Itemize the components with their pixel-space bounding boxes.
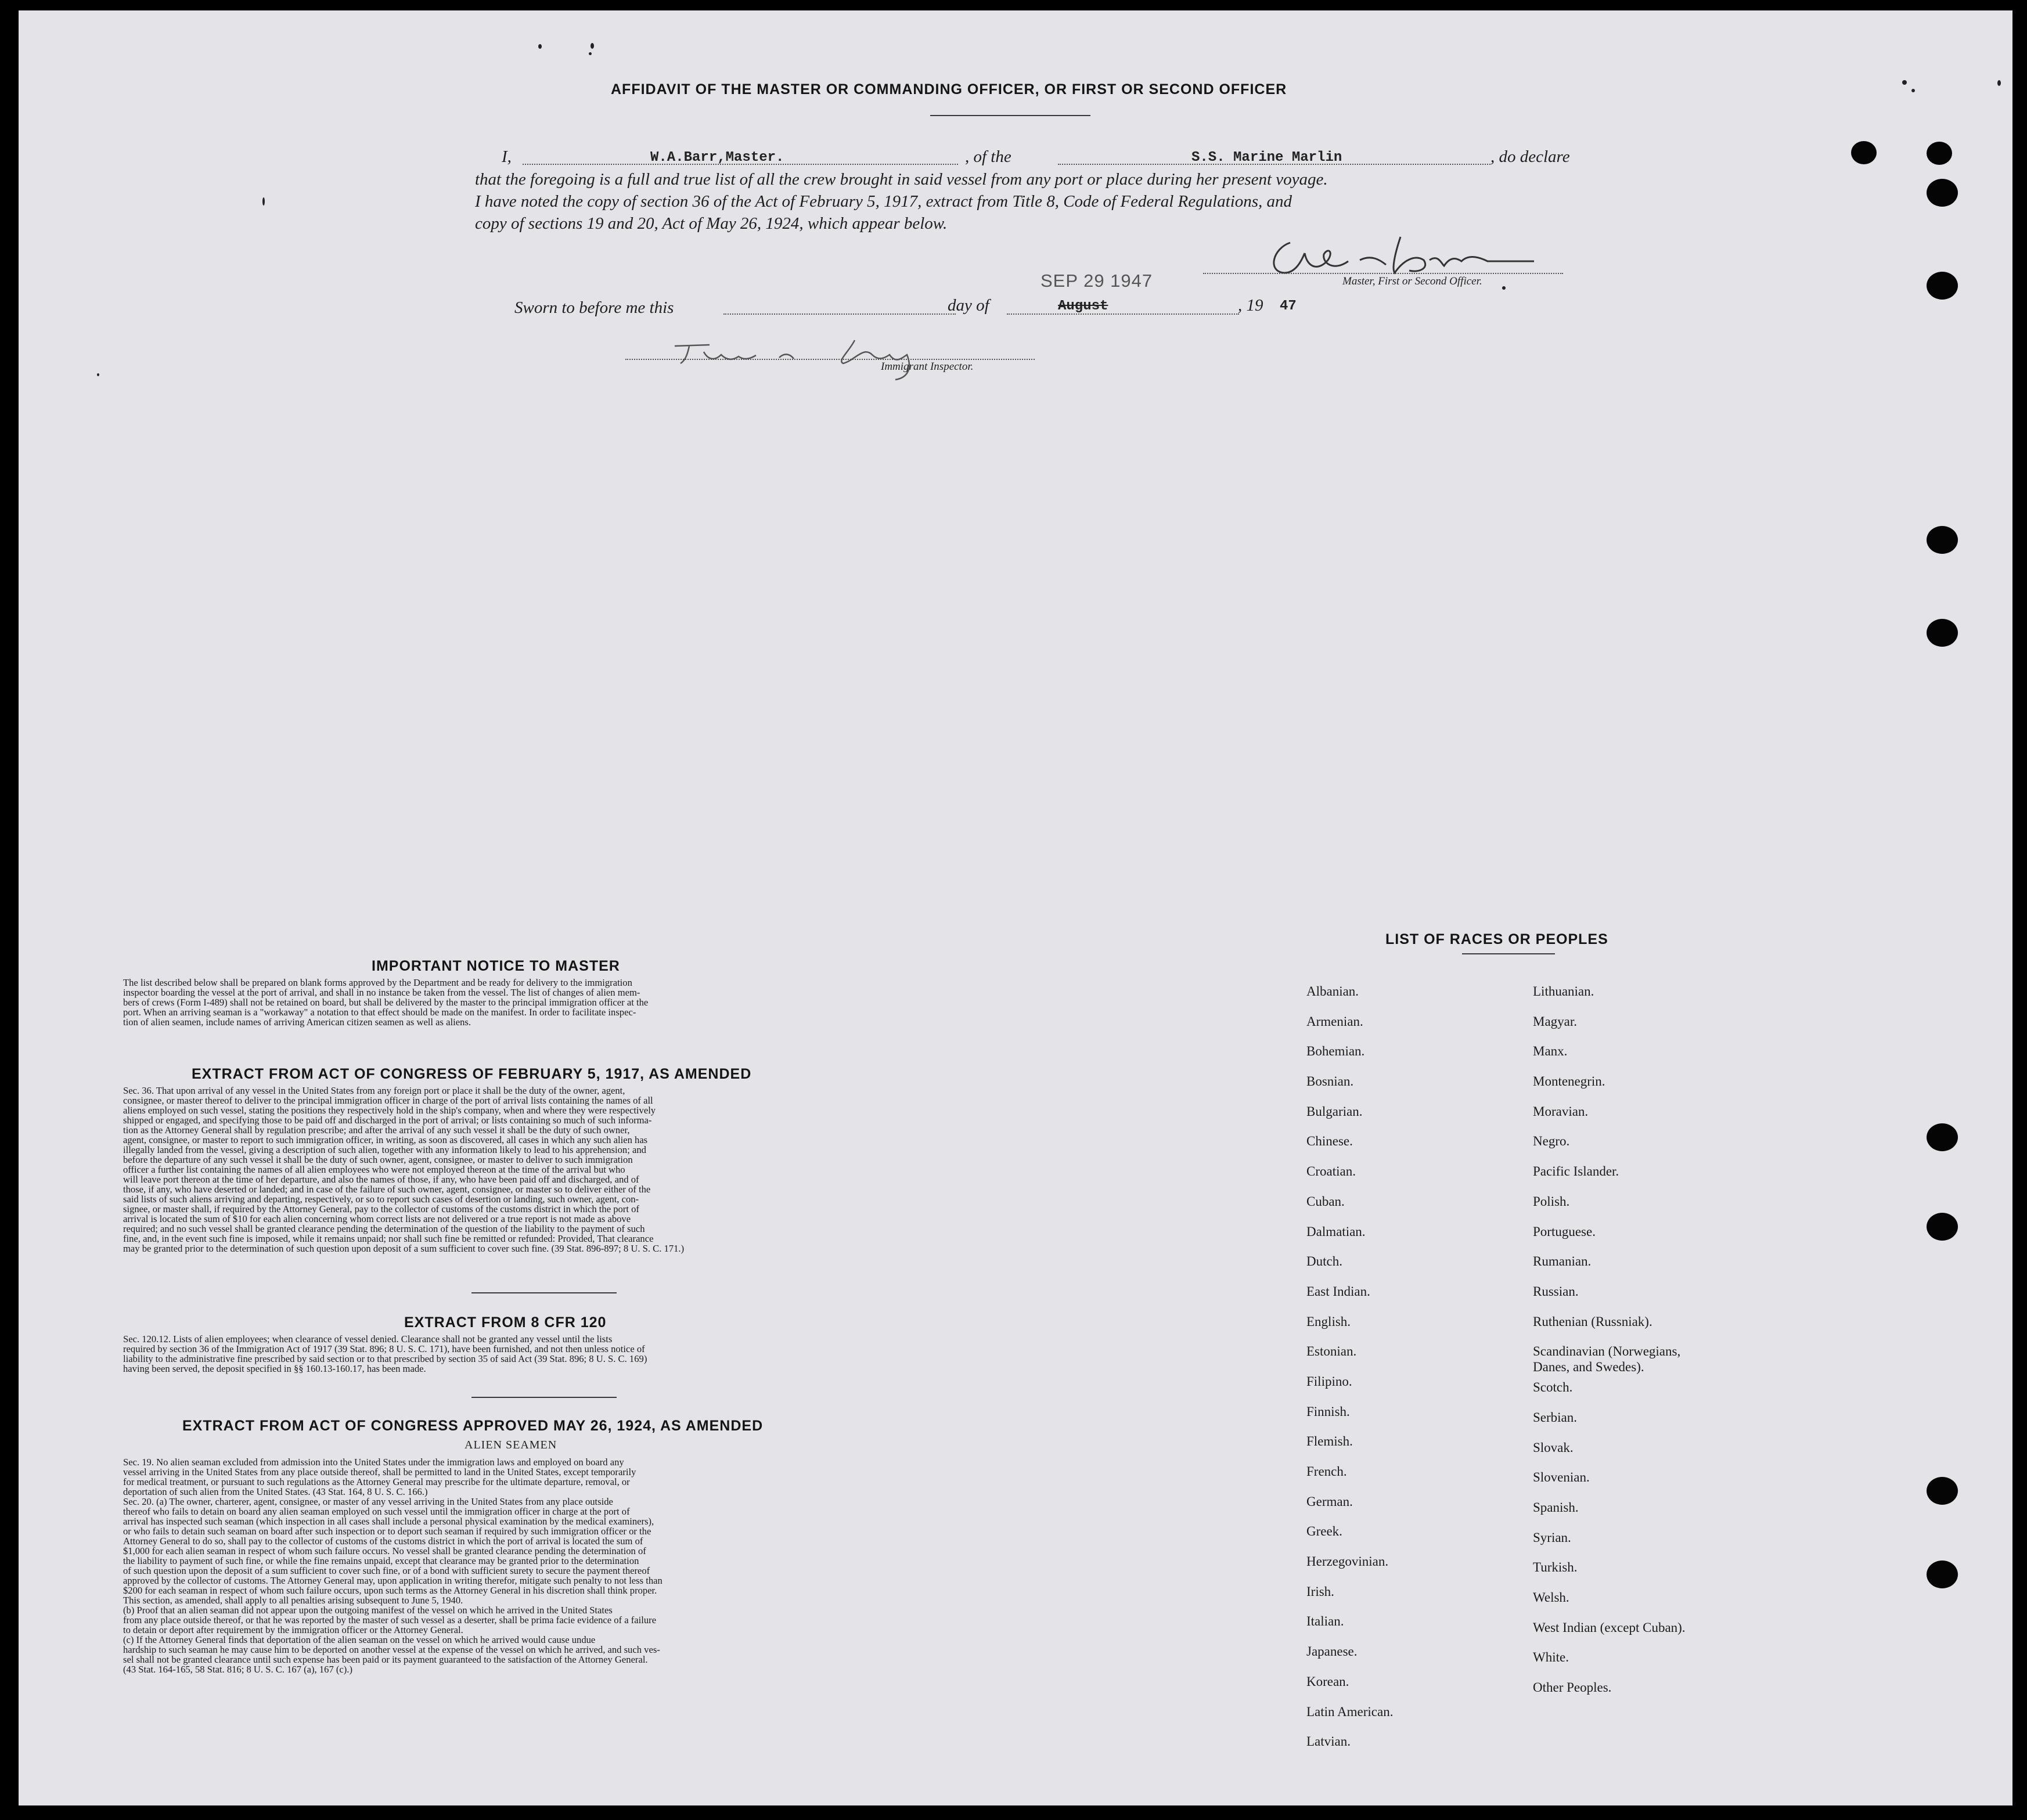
race-item: Negro.	[1533, 1134, 1570, 1149]
binder-hole	[1927, 272, 1958, 300]
race-item: Syrian.	[1533, 1530, 1571, 1545]
year-prefix: , 19	[1238, 296, 1263, 315]
race-item: Other Peoples.	[1533, 1680, 1612, 1695]
extract-1917-text: Sec. 36. That upon arrival of any vessel in the United States from any foreign port or place it shall be the duty of the owner, agent, consignee, or master thereof to deliver to the principal immigration officer in charge of the port of arrival lists containing the names of all aliens employed on such vessel, stating the positions they respectively hold in the ship's company, when and where they were respectively shipped or engaged, and specifying those to be paid off and discharged in the port of arrival; or lists containing so much of such informa- tion as the Attorney General shall by regulation prescribe; and after the arrival of any such vessel it shall be the duty of such owner, agent, consignee, or master to report to such immigration officer, in writing, as soon as discovered, all cases in which any such alien has illegally landed from the vessel, giving a description of such alien, together with any information likely to lead to his apprehension; and before the departure of any such vessel it shall be the duty of such owner, agent, consignee, or master to deliver to such immigration officer a further list containing the names of all alien employees who were not employed thereon at the time of the arrival but who will leave port thereon at the time of her departure, and also the names of those, if any, who have been paid off and discharged, and of those, if any, who have deserted or landed; and in case of the failure of such owner, agent, consignee, or master so to deliver either of the said lists of such aliens arriving and departing, respectively, or so to report such cases of desertion or landing, such owner, agent, con- signee, or master shall, if required by the Attorney General, pay to the collector of customs of the customs district in which the port of arrival is located the sum of $10 for each alien concerning whom correct lists are not delivered or a true report is not made as above required; and no such vessel shall be granted clearance pending the determination of the question of the liability to the payment of such fine, and, in the event such fine is imposed, while it remains unpaid; nor shall such fine be remitted or refunded: Provided, That clearance may be granted prior to the determination of such question upon deposit of a sum sufficient to cover such fine. (39 Stat. 896-897; 8 U. S. C. 171.)	[123, 1085, 685, 1254]
year-value: 47	[1280, 298, 1297, 314]
race-item: Portuguese.	[1533, 1224, 1596, 1239]
race-item: Estonian.	[1306, 1344, 1357, 1359]
title-divider	[930, 115, 1090, 116]
affidavit-title: AFFIDAVIT OF THE MASTER OR COMMANDING OFFICER, OR FIRST OR SECOND OFFICER	[611, 81, 1287, 98]
declare-text: , do declare	[1490, 147, 1570, 166]
race-item: Japanese.	[1306, 1644, 1358, 1659]
section-divider	[471, 1292, 617, 1293]
extract-1917-title: EXTRACT FROM ACT OF CONGRESS OF FEBRUARY 5, 1917, AS AMENDED	[192, 1066, 752, 1082]
race-item: Rumanian.	[1533, 1254, 1592, 1269]
speck	[1502, 286, 1506, 290]
affidavit-line-2: I have noted the copy of section 36 of the Act of February 5, 1917, extract from Title 8, Code of Federal Regulations, and	[475, 192, 1292, 211]
race-item: Armenian.	[1306, 1014, 1363, 1029]
race-item: Polish.	[1533, 1194, 1570, 1209]
race-item: Latvian.	[1306, 1734, 1351, 1749]
extract-1924-title: EXTRACT FROM ACT OF CONGRESS APPROVED MAY 26, 1924, AS AMENDED	[182, 1418, 764, 1434]
speck	[591, 43, 594, 49]
race-item: Italian.	[1306, 1614, 1344, 1629]
race-item: Ruthenian (Russniak).	[1533, 1314, 1652, 1329]
day-of-text: day of	[948, 296, 989, 315]
race-item: English.	[1306, 1314, 1351, 1329]
race-item: French.	[1306, 1464, 1347, 1479]
extract-cfr-text: Sec. 120.12. Lists of alien employees; when clearance of vessel denied. Clearance shall not be granted any vessel until the lists required by section 36 of the Immigration Act of 1917 (39 Stat. 896; 8 U. S. C. 171), have been furnished, and not then unless notice of liability to the administrative fine prescribed by said section or to that prescribed by section 35 of said Act (39 Stat. 896; 8 U. S. C. 169) having been served, the deposit specified in §§ 160.13-160.17, has been made.	[123, 1334, 647, 1374]
races-right-column	[1533, 983, 1858, 1710]
races-left-column	[1306, 983, 1515, 1764]
race-item: Serbian.	[1533, 1410, 1578, 1425]
race-item: Montenegrin.	[1533, 1074, 1605, 1089]
master-name: W.A.Barr,Master.	[650, 150, 784, 165]
section-divider	[471, 1397, 617, 1398]
race-item: Welsh.	[1533, 1590, 1569, 1605]
races-title: LIST OF RACES OR PEOPLES	[1385, 931, 1608, 947]
race-item: Korean.	[1306, 1674, 1349, 1689]
speck	[1911, 89, 1915, 92]
race-item: Pacific Islander.	[1533, 1164, 1619, 1179]
race-item: Spanish.	[1533, 1500, 1579, 1515]
extract-cfr-title: EXTRACT FROM 8 CFR 120	[404, 1314, 607, 1331]
struck-month: August	[1058, 298, 1108, 314]
speck	[262, 197, 265, 206]
race-item: East Indian.	[1306, 1284, 1370, 1299]
signature-caption: Master, First or Second Officer.	[1342, 275, 1482, 287]
race-item: German.	[1306, 1494, 1353, 1509]
race-item: Moravian.	[1533, 1104, 1589, 1119]
binder-hole	[1927, 179, 1958, 207]
notice-text: The list described below shall be prepared on blank forms approved by the Department and be ready for delivery to the immigration inspector boarding the vessel at the port of arrival, and shall in no instance be taken from the vessel. The list of changes of alien mem- bers of crews (Form I-489) shall not be retained on board, but shall be delivered by the master to the principal immigration officer at the port. When an arriving seaman is a "workaway" a notation to that effect should be made on the manifest. In order to facilitate inspec- tion of alien seamen, include names of arriving American citizen seamen as well as aliens.	[123, 977, 649, 1028]
of-the-text: , of the	[965, 147, 1011, 166]
speck	[538, 44, 542, 49]
race-item: Albanian.	[1306, 984, 1359, 999]
race-item: Dutch.	[1306, 1254, 1342, 1269]
binder-hole	[1927, 1213, 1958, 1241]
race-item: Russian.	[1533, 1284, 1579, 1299]
binder-hole	[1851, 141, 1877, 164]
race-item: Latin American.	[1306, 1704, 1394, 1719]
race-item: Herzegovinian.	[1306, 1554, 1389, 1569]
sworn-text: Sworn to before me this	[514, 298, 674, 317]
vessel-name: S.S. Marine Marlin	[1191, 150, 1342, 165]
inspector-line	[625, 359, 1035, 360]
race-item: Dalmatian.	[1306, 1224, 1366, 1239]
sworn-date-line	[723, 313, 956, 315]
received-date-stamp: SEP 29 1947	[1040, 271, 1153, 291]
speck	[1902, 80, 1907, 85]
race-item: Flemish.	[1306, 1434, 1353, 1449]
affidavit-line-3: copy of sections 19 and 20, Act of May 26, 1924, which appear below.	[475, 214, 948, 233]
race-item: White.	[1533, 1650, 1569, 1665]
race-item: Bohemian.	[1306, 1044, 1365, 1059]
extract-1924-subtitle: ALIEN SEAMEN	[465, 1439, 557, 1451]
race-item: Magyar.	[1533, 1014, 1578, 1029]
race-item: Greek.	[1306, 1524, 1342, 1539]
race-item: Chinese.	[1306, 1134, 1353, 1149]
race-item: Finnish.	[1306, 1404, 1350, 1419]
speck	[589, 52, 592, 55]
affidavit-line-1: that the foregoing is a full and true list of all the crew brought in said vessel from any port or place during her present voyage.	[475, 170, 1328, 189]
notice-title: IMPORTANT NOTICE TO MASTER	[372, 958, 620, 974]
speck	[97, 373, 99, 376]
extract-1924-text: Sec. 19. No alien seaman excluded from admission into the United States under the immigration laws and employed on board any vessel arriving in the United States from any place outside thereof, shall be permitted to land in the United States, except temporarily for medical treatment, or pursuant to such regulations as the Attorney General may prescribe for the ultimate departure, removal, or deportation of such alien from the United States. (43 Stat. 164, 8 U. S. C. 166.) Sec. 20. (a) The owner, charterer, agent, consignee, or master of any vessel arriving in the United States from any place outside thereof who fails to detain on board any alien seaman employed on such vessel until the immigration officer in charge at the port of arrival has inspected such seaman (which inspection in all cases shall include a personal physical examination by the medical examiners), or who fails to detain such seaman on board after such inspection or to deport such seaman if required by such immigration officer or the Attorney General to do so, shall pay to the collector of customs of the customs district in which the port of arrival is located the sum of $1,000 for each alien seaman in respect of whom such failure occurs. No vessel shall be granted clearance pending the determination of the liability to payment of such fine, or while the fine remains unpaid, except that clearance may be granted prior to the determination of such question upon the deposit of a sum sufficient to cover such fine, or of a bond with sufficient surety to secure the payment thereof approved by the collector of customs. The Attorney General may, upon application in writing therefor, mitigate such penalty to not less than $200 for each seaman in respect of whom such failure occurs, upon such terms as the Attorney General in his discretion shall think proper. This section, as amended, shall apply to all penalties arising subsequent to June 5, 1940. (b) Proof that an alien seaman did not appear upon the outgoing manifest of the vessel on which he arrived in the United States from any place outside thereof, or that he was reported by the master of such vessel as a deserter, shall be prima facie evidence of a failure to detain or deport after requirement by the immigration officer or the Attorney General. (c) If the Attorney General finds that deportation of the alien seaman on the vessel on which he arrived would cause undue hardship to such seaman he may cause him to be deported on another vessel at the expense of the vessel on which he arrived, and such ves- sel shall not be granted clearance until such expense has been paid or its payment guaranteed to the satisfaction of the Attorney General. (43 Stat. 164-165, 58 Stat. 816; 8 U. S. C. 167 (a), 167 (c).)	[123, 1457, 663, 1675]
races-divider	[1462, 953, 1555, 954]
race-item: Slovenian.	[1533, 1470, 1590, 1485]
race-item: Lithuanian.	[1533, 984, 1594, 999]
race-item: Filipino.	[1306, 1374, 1352, 1389]
race-item: Bulgarian.	[1306, 1104, 1363, 1119]
form-paper	[19, 10, 2012, 1805]
binder-hole	[1927, 526, 1958, 554]
signature-line	[1203, 273, 1563, 274]
affidavit-intro: I,	[502, 147, 512, 166]
race-item: Irish.	[1306, 1584, 1334, 1599]
race-item: West Indian (except Cuban).	[1533, 1620, 1686, 1635]
race-item: Slovak.	[1533, 1440, 1574, 1455]
month-line	[1007, 313, 1239, 315]
race-item: Turkish.	[1533, 1560, 1578, 1575]
race-item: Scotch.	[1533, 1380, 1573, 1395]
race-item: Manx.	[1533, 1044, 1568, 1059]
binder-hole	[1927, 142, 1952, 165]
binder-hole	[1927, 619, 1958, 647]
race-item: Croatian.	[1306, 1164, 1356, 1179]
binder-hole	[1927, 1560, 1958, 1588]
speck	[1997, 80, 2001, 86]
binder-hole	[1927, 1477, 1958, 1505]
race-item: Bosnian.	[1306, 1074, 1354, 1089]
binder-hole	[1927, 1123, 1958, 1151]
race-item: Cuban.	[1306, 1194, 1345, 1209]
inspector-caption: Immigrant Inspector.	[881, 361, 974, 373]
race-item: Scandinavian (Norwegians, Danes, and Swedes).	[1533, 1344, 1681, 1375]
